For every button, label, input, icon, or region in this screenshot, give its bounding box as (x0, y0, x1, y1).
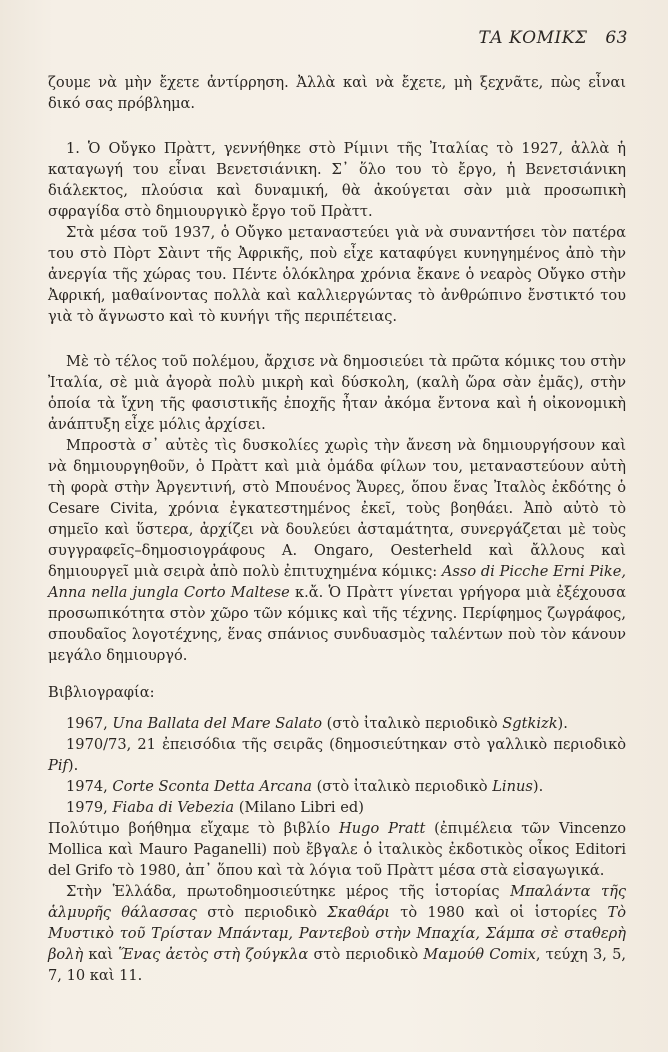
spacer (48, 703, 626, 713)
greece-text: , τεύχη 3, 5, 7, 10 καὶ 11. (48, 946, 626, 984)
bib-title: Fiaba di Vebezia (112, 799, 235, 816)
bib-year: 1974, (66, 778, 113, 795)
spacer (48, 327, 626, 351)
greece-magazine: Μαμούθ Comix (423, 946, 536, 963)
greece-text: καὶ (83, 946, 119, 963)
bib-text: 1970/73, 21 ἐπεισόδια τῆς σειρᾶς (δημοσιεύτηκαν στὸ γαλλικὸ περιοδικὸ (66, 736, 626, 753)
ack-text-b: (ἐπιμέλεια τῶν Vincenzo Mollica καὶ Mauro Paganelli) ποὺ ἔβγαλε ὁ ἰταλικὸς ἐκδοτικὸς οἶκος Editori del Grifo τὸ 1980, ἀπ᾽ ὅπου καὶ τὰ λόγια τοῦ Πρὰττ μέσα στὰ εἰσαγωγικά. (48, 820, 626, 879)
bib-title: Corte Sconta Detta Arcana (112, 778, 312, 795)
bib-text: (στὸ ἰταλικὸ περιοδικὸ (322, 715, 503, 732)
bibliography-item-1967 (48, 713, 626, 734)
greece-text: στὸ περιοδικὸ (196, 904, 328, 921)
page-number: 63 (605, 28, 628, 48)
intro-paragraph: ζουμε νὰ μὴν ἔχετε ἀντίρρηση. Ἀλλὰ καὶ νὰ ἔχετε, μὴ ξεχνᾶτε, πὼς εἶναι δικό σας πρόβλημα. (48, 74, 626, 112)
spacer (48, 114, 626, 138)
bibliography-heading: Βιβλιογραφία: (48, 684, 155, 701)
bib-text: (Milano Libri ed) (234, 799, 364, 816)
paragraph-greece (48, 881, 626, 986)
bibliography-item-1970 (48, 734, 626, 776)
ack-book-title: Hugo Pratt (338, 820, 426, 837)
comics-titles: Asso di Picche Erni Pike, Anna nella jungla Corto Maltese (48, 563, 626, 601)
bib-title: Una Ballata del Mare Salato (112, 715, 323, 732)
paragraph-argentina (48, 435, 626, 666)
greece-text: στὸ περιοδικὸ (308, 946, 424, 963)
bib-magazine: Linus (492, 778, 533, 795)
running-header (478, 28, 628, 48)
bib-text: ). (532, 778, 544, 795)
greece-story-titles: Τὸ Μυστικὸ τοῦ Τρίσταν Μπάνταμ, Ραντεβοὺ στὴν Μπαχία, Σάμπα σὲ σταθερὴ βολὴ (48, 904, 627, 963)
paragraph-postwar: Μὲ τὸ τέλος τοῦ πολέμου, ἄρχισε νὰ δημοσιεύει τὰ πρῶτα κόμικς του στὴν Ἰταλία, σὲ μιὰ ἀγορὰ πολὺ μικρὴ καὶ δύσκολη, (καλὴ ὥρα σὰν ἐμᾶς), στὴν ὁποία τὰ ἴχνη τῆς φασιστικῆς ἐποχῆς ἦταν ἀκόμα ἔντονα καὶ ἡ οἰκονομικὴ ἀνάπτυξη εἶχε μόλις ἀρχίσει. (48, 353, 626, 433)
greece-story-title: Μπαλάντα τῆς ἁλμυρῆς θάλασσας (48, 883, 626, 921)
page-body (48, 72, 626, 986)
bib-text: ). (67, 757, 79, 774)
argentina-text-a: Μπροστὰ σ᾽ αὐτὲς τὶς δυσκολίες χωρὶς τὴν ἄνεση νὰ δημιουργήσουν καὶ νὰ δημιουργηθοῦν, ὁ Πρὰττ καὶ μιὰ ὁμάδα φίλων του, μεταναστεύουν αὐτὴ τὴ φορὰ στὴν Ἀργεντινή, στὸ Μπουένος Ἄυρες, ὅπου ἕνας Ἰταλὸς ἐκδότης ὁ Cesare Civita, χρόνια ἐγκατεστημένος ἐκεῖ, τοὺς βοηθάει. Ἀπὸ αὐτὸ τὸ σημεῖο καὶ ὕστερα, ἀρχίζει νὰ δουλεύει ἀσταμάτητα, συνεργάζεται μὲ τοὺς συγγραφεῖς–δημοσιογράφους A. Ongaro, Oesterheld καὶ ἄλλους καὶ δημιουργεῖ μιὰ σειρὰ ἀπὸ πολὺ ἐπιτυχημένα κόμικς: (48, 437, 626, 580)
greece-text: Στὴν Ἑλλάδα, πρωτοδημοσιεύτηκε μέρος τῆς ἱστορίας (66, 883, 511, 900)
greece-magazine: Σκαθάρι (327, 904, 390, 921)
bib-magazine: Pif (48, 757, 68, 774)
bib-year: 1979, (66, 799, 113, 816)
bib-text: (στὸ ἰταλικὸ περιοδικὸ (311, 778, 493, 795)
argentina-text-c: κ.ἄ. Ὁ Πρὰττ γίνεται γρήγορα μιὰ ἐξέχουσα προσωπικότητα στὸν χῶρο τῶν κόμικς καὶ τῆς τέχνης. Περίφημος ζωγράφος, σπουδαῖος λογοτέχνης, ἕνας σπάνιος συνδυασμὸς ταλέντων ποὺ τὸν κάνουν μεγάλο δημιουργό. (48, 584, 626, 664)
greece-text: τὸ 1980 καὶ οἱ ἱστορίες (389, 904, 608, 921)
footnote-1-paragraph: 1. Ὁ Οὔγκο Πρὰττ, γεννήθηκε στὸ Ρίμινι τῆς Ἰταλίας τὸ 1927, ἀλλὰ ἡ καταγωγή του εἶναι Βενετσιάνικη. Σ᾽ ὅλο του τὸ ἔργο, ἡ Βενετσιάνικη διάλεκτος, πλούσια καὶ δυναμική, θὰ ἀκούγεται σὰν μιὰ προσωπικὴ σφραγίδα στὸ δημιουργικὸ ἔργο τοῦ Πρὰττ. (48, 140, 626, 220)
bib-text: ). (557, 715, 568, 732)
spacer (48, 666, 626, 682)
bibliography-item-1974 (48, 776, 626, 797)
bib-year: 1967, (66, 715, 113, 732)
ack-text-a: Πολύτιμο βοήθημα εἴχαμε τὸ βιβλίο (48, 820, 339, 837)
running-title: ΤΑ ΚΟΜΙΚΣ (478, 28, 588, 48)
greece-story-title: Ἕνας ἀετὸς στὴ ζούγκλα (118, 946, 309, 963)
bib-magazine: Sgtkizk (502, 715, 558, 732)
paragraph-1937: Στὰ μέσα τοῦ 1937, ὁ Οὔγκο μεταναστεύει γιὰ νὰ συναντήσει τὸν πατέρα του στὸ Πὸρτ Σὰιντ τῆς Ἀφρικῆς, ποὺ εἶχε καταφύγει κυνηγημένος ἀπὸ τὴν ἀνεργία τῆς χώρας του. Πέντε ὁλόκληρα χρόνια ἔκανε ὁ νεαρὸς Οὔγκο στὴν Ἀφρική, μαθαίνοντας πολλὰ καὶ καλλιεργώντας τὸ ἀνθρώπινο ἔνστικτό του γιὰ τὸ ἄγνωστο καὶ τὸ κυνήγι τῆς περιπέτειας. (48, 224, 626, 325)
paragraph-acknowledgement (48, 818, 626, 881)
bibliography-item-1979 (48, 797, 626, 818)
